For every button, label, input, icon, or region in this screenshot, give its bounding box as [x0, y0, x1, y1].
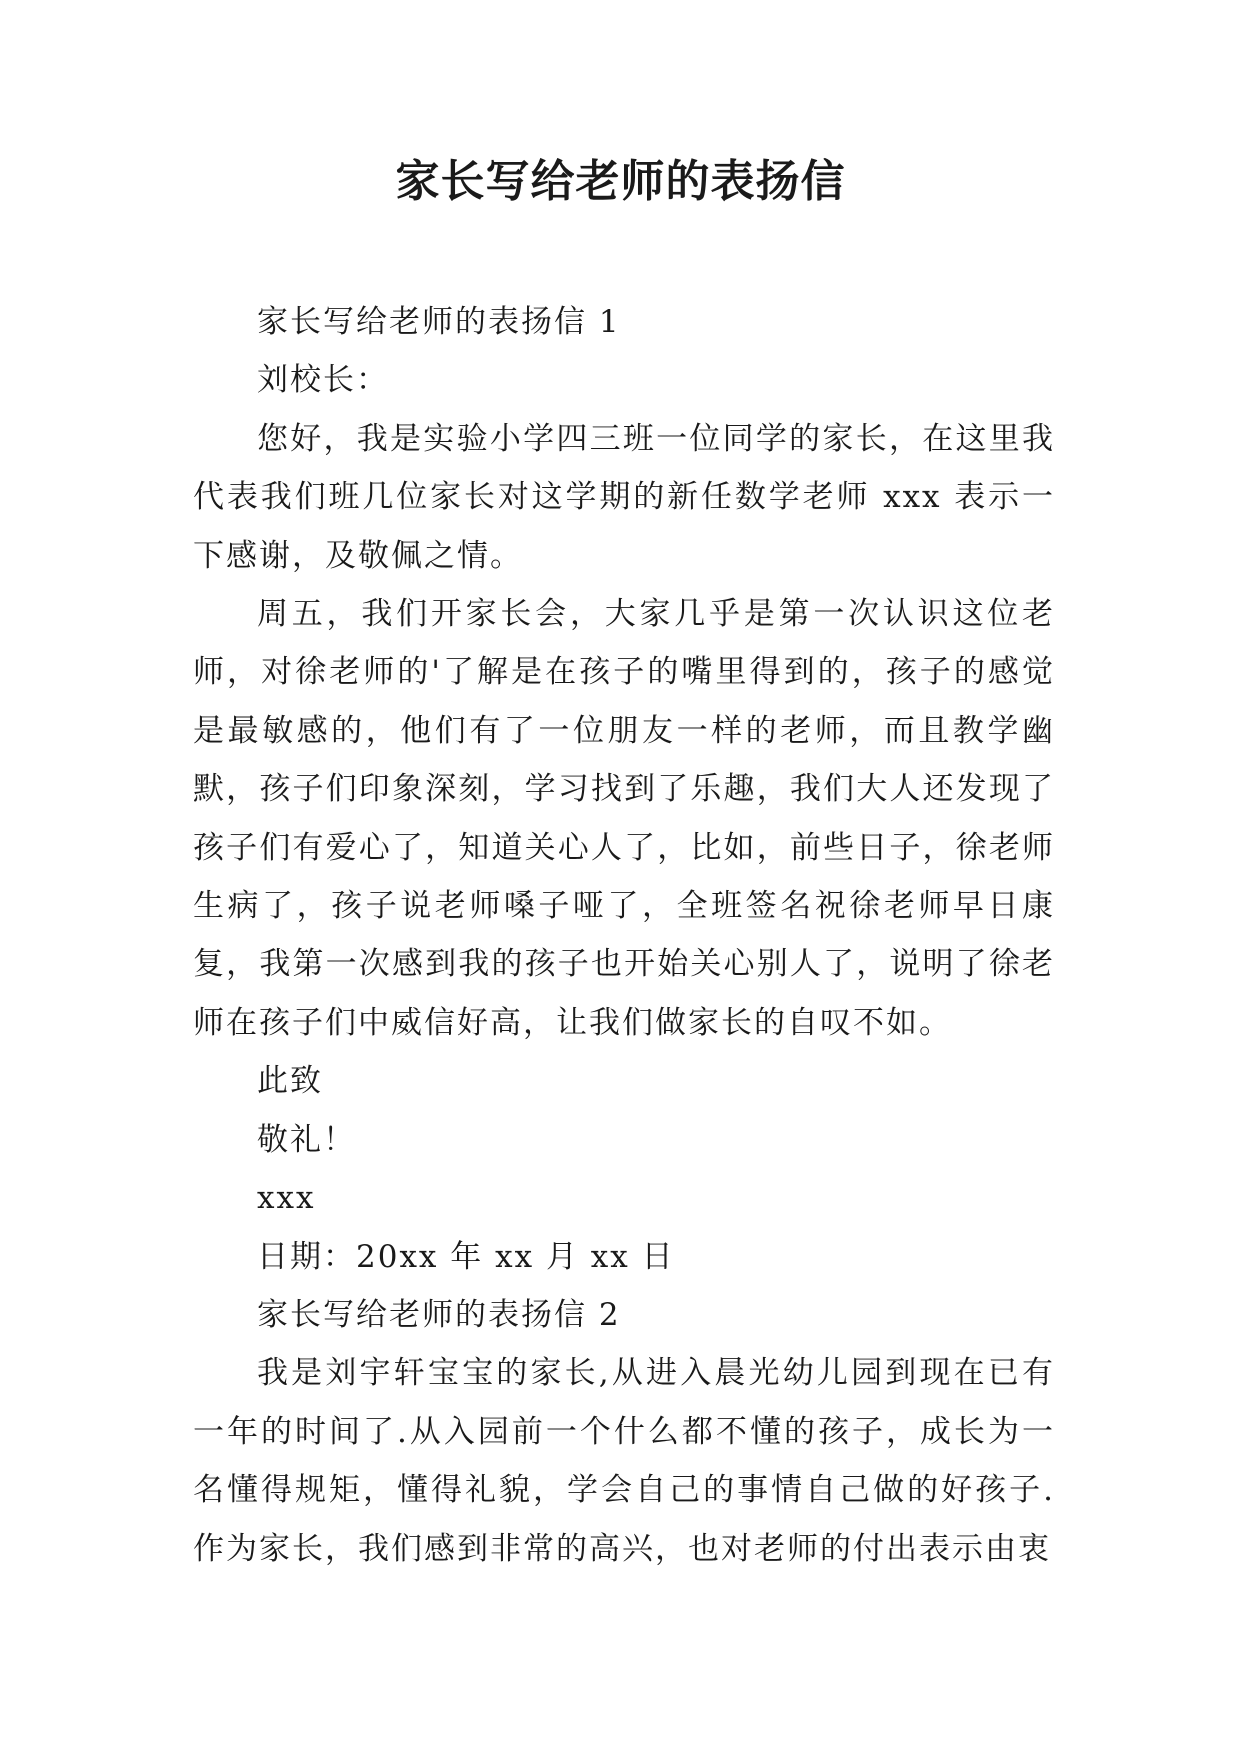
- letter-1-regards: 敬礼！: [257, 1121, 356, 1158]
- letter-1-paragraph: 周五，我们开家长会，大家几乎是第一次认识这位老师，对徐老师的'了解是在孩子的嘴里得到的，孩子的感觉是最敏感的，他们有了一位朋友一样的老师，而且教学幽默，孩子们印象深刻，学习找到了乐趣，我们大人还发现了孩子们有爱心了，知道关心人了，比如，前些日子，徐老师生病了，孩子说老师嗓子哑了，全班签名祝徐老师早日康复，我第一次感到我的孩子也开始关心别人了，说明了徐老师在孩子们中威信好高，让我们做家长的自叹不如。: [193, 596, 1055, 1041]
- letter-1-heading: 家长写给老师的表扬信 1: [257, 304, 621, 340]
- letter-2-heading: 家长写给老师的表扬信 2: [257, 1296, 621, 1333]
- document-body: [193, 293, 1055, 1578]
- letter-2-paragraph: 我是刘宇轩宝宝的家长,从进入晨光幼儿园到现在已有一年的时间了.从入园前一个什么都不懂的孩子，成长为一名懂得规矩，懂得礼貌，学会自己的事情自己做的好孩子.作为家长，我们感到非常的高兴，也对老师的付出表示由衷: [193, 1355, 1055, 1567]
- letter-1-date: 日期：20xx 年 xx 月 xx 日: [257, 1238, 675, 1275]
- letter-1-salutation: 刘校长：: [257, 362, 389, 399]
- letter-1-closing: 此致: [257, 1063, 323, 1100]
- document-title: 家长写给老师的表扬信: [395, 156, 846, 207]
- letter-1-paragraph: 您好，我是实验小学四三班一位同学的家长，在这里我代表我们班几位家长对这学期的新任数学老师 xxx 表示一下感谢，及敬佩之情。: [193, 420, 1055, 574]
- letter-1-signature: xxx: [257, 1180, 316, 1217]
